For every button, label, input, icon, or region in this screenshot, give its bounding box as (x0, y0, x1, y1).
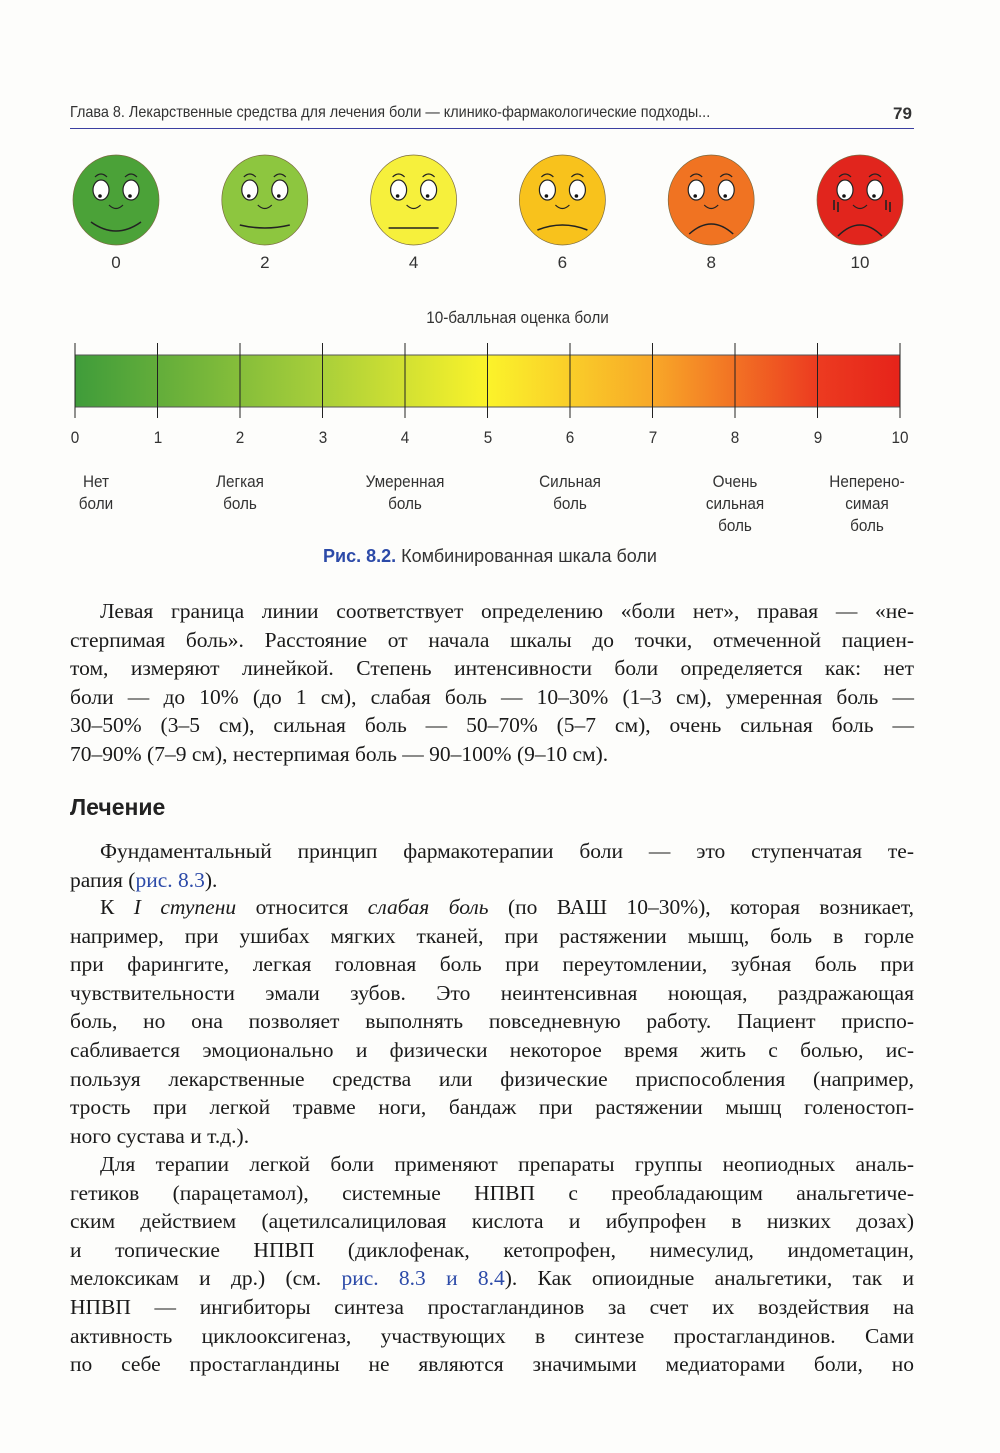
text-line (70, 950, 914, 978)
text-segment: ). Как опиоидные анальгетики, так и (504, 1266, 914, 1291)
text-line (100, 837, 914, 865)
scale-title: 10-балльная оценка боли (426, 308, 609, 327)
figure-number: Рис. 8.2. (323, 546, 397, 566)
text-line (70, 979, 914, 1007)
scale-tick-label: 7 (648, 428, 657, 447)
text-line (70, 1179, 914, 1207)
face-score-label: 2 (260, 253, 270, 272)
text-line (70, 866, 914, 894)
pain-face-6 (519, 155, 605, 272)
scale-tick-label: 6 (565, 428, 575, 447)
text-line (70, 683, 914, 711)
figure-reference-link[interactable]: рис. 8.3 (135, 867, 205, 892)
pain-category-label: Неперено- симая боль (829, 472, 905, 535)
text-segment: рапия ( (70, 867, 136, 892)
scale-tick-label: 1 (153, 428, 162, 447)
text-line (100, 1150, 914, 1178)
text-segment: например, при ушибах мягких тканей, при растяжении мышц, боль в горле (70, 923, 914, 948)
pain-category-label: Легкая боль (216, 472, 264, 513)
text-segment: К (100, 895, 134, 919)
text-segment: мелоксикам и др.) (см. (70, 1266, 342, 1291)
text-line (70, 1236, 914, 1264)
section-heading: Лечение (70, 794, 166, 820)
text-segment: 30–50% (3–5 см), сильная боль — 50–70% (5–7 см), очень сильная боль — (70, 713, 914, 738)
text-segment: гетиков (парацетамол), системные НПВП с преобладающим анальгетиче- (70, 1180, 914, 1205)
text-segment: боль, но она позволяет выполнять повседневную работу. Пациент приспо- (70, 1009, 914, 1034)
pain-face-2 (222, 155, 308, 272)
face-score-label: 8 (706, 253, 716, 272)
text-segment: НПВП — ингибиторы синтеза простагландинов за счет их воздействия на (70, 1295, 914, 1319)
text-segment: сабливается эмоционально и физически некоторое время жить с болью, ис- (70, 1038, 914, 1062)
text-segment: Левая граница линии соответствует определению «боли нет», правая — «не- (100, 599, 914, 623)
pain-category-label: Нет боли (78, 472, 113, 513)
scale-tick-label: 8 (730, 428, 740, 447)
text-line (70, 1122, 914, 1150)
text-line (70, 1065, 914, 1093)
pain-face-4 (371, 155, 457, 272)
pain-category-label: Очень сильная боль (705, 472, 765, 535)
text-segment: чувствительности эмали зубов. Это неинтенсивная ноющая, раздражающая (70, 980, 914, 1005)
pain-face-0 (73, 155, 159, 272)
text-segment: относится (236, 895, 368, 919)
text-line (70, 654, 914, 682)
scale-tick-label: 9 (813, 428, 822, 447)
text-line (70, 1264, 914, 1292)
text-line (70, 1322, 914, 1350)
face-score-label: 10 (850, 253, 870, 272)
face-score-label: 4 (408, 253, 419, 272)
header-rule (70, 128, 914, 129)
text-segment: по себе простагландины не являются значимыми медиаторами боли, но (70, 1352, 914, 1377)
text-segment: том, измеряют линейкой. Степень интенсивности боли определяется как: нет (70, 656, 914, 681)
text-segment: ским действием (ацетилсалициловая кислота и ибупрофен в низких дозах) (70, 1209, 914, 1234)
scale-tick-label: 3 (318, 428, 327, 447)
pain-scale-bar (0, 330, 1000, 430)
text-line (70, 1007, 914, 1035)
text-line (70, 740, 914, 768)
pain-category-label: Умеренная боль (365, 472, 445, 513)
text-segment: боли — до 10% (до 1 см), слабая боль — 10–30% (1–3 см), умеренная боль — (70, 684, 914, 709)
scale-tick-label: 4 (400, 428, 410, 447)
text-line (70, 1207, 914, 1235)
text-line (100, 893, 914, 921)
text-segment: ). (204, 867, 218, 892)
text-segment: трость при легкой травме ноги, бандаж при растяжении мышц голеностоп- (70, 1095, 914, 1120)
scale-tick-label: 2 (235, 428, 245, 447)
text-segment: ного сустава и т.д.). (70, 1123, 250, 1148)
face-score-label: 0 (111, 253, 121, 272)
text-segment: Для терапии легкой боли применяют препараты группы неопиодных аналь- (100, 1152, 914, 1176)
text-segment: слабая боль (367, 895, 489, 919)
running-header: Глава 8. Лекарственные средства для лечения боли — клинико-фармакологические подходы... (70, 104, 711, 121)
figure-caption (0, 546, 980, 567)
figure-reference-link[interactable]: рис. 8.3 и 8.4 (341, 1266, 505, 1291)
text-segment: пользуя лекарственные средства или физические приспособления (например, (70, 1066, 914, 1091)
text-line (70, 1293, 914, 1321)
text-line (70, 711, 914, 739)
text-segment: при фарингите, легкая головная боль при переутомлении, зубная боль при (70, 952, 914, 977)
figure-title: Комбинированная шкала боли (396, 546, 657, 566)
scale-tick-label: 0 (70, 428, 80, 447)
text-segment: I ступени (133, 895, 237, 919)
text-segment: стерпимая боль». Расстояние от начала шкалы до точки, отмеченной пациен- (70, 627, 914, 652)
text-line (100, 597, 914, 625)
text-line (70, 626, 914, 654)
text-segment: Фундаментальный принцип фармакотерапии боли — это ступенчатая те- (100, 839, 914, 863)
page-number: 79 (893, 104, 912, 123)
pain-faces (0, 140, 1000, 280)
text-segment: и топические НПВП (диклофенак, кетопрофен, нимесулид, индометацин, (70, 1237, 914, 1262)
pain-category-label: Сильная боль (539, 472, 601, 513)
scale-tick-label: 10 (891, 428, 909, 447)
text-line (70, 1350, 914, 1378)
text-segment: (по ВАШ 10–30%), которая возникает, (488, 895, 914, 919)
text-segment: активность циклооксигеназ, участвующих в синтезе простагландинов. Сами (70, 1323, 914, 1348)
pain-face-8 (668, 155, 754, 272)
text-line (70, 1036, 914, 1064)
text-segment: 70–90% (7–9 см), нестерпимая боль — 90–100% (9–10 см). (70, 742, 609, 766)
text-line (70, 922, 914, 950)
face-score-label: 6 (557, 253, 568, 272)
text-line (70, 1093, 914, 1121)
pain-face-10 (817, 155, 903, 272)
scale-tick-label: 5 (483, 428, 492, 447)
